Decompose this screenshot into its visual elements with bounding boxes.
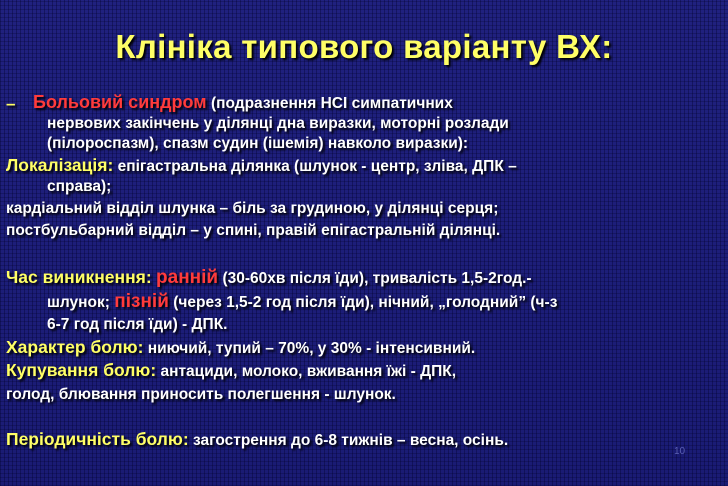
onset-line-2 <box>47 292 557 312</box>
relief-line-2: голод, блювання приносить полегшення - шлунок. <box>6 386 396 403</box>
onset-line-3: 6-7 год після їди) - ДПК. <box>47 316 228 333</box>
onset-early: ранній <box>156 267 219 288</box>
onset-text-2-rest: (через 1,5-2 год після їди), нічний, „голодний” (ч-з <box>173 294 558 311</box>
localization-line-2: справа); <box>47 178 112 195</box>
bullet-dash: – <box>6 94 16 113</box>
onset-late: пізній <box>114 291 169 312</box>
periodicity-text: загострення до 6-8 тижнів – весна, осінь. <box>192 432 509 449</box>
slide-number: 10 <box>674 446 686 457</box>
onset-text-2-start: шлунок; <box>47 294 110 311</box>
onset-line-1 <box>6 268 532 288</box>
pain-syndrome-line-2: нервових закінчень у ділянці дна виразки, моторні розлади <box>47 115 509 132</box>
character-line <box>6 338 475 358</box>
pain-syndrome-heading: Больовий синдром <box>33 92 207 112</box>
slide-title: Клініка типового варіанту ВХ: <box>115 28 613 65</box>
relief-line-1 <box>6 361 456 381</box>
character-heading: Характер болю: <box>6 337 144 357</box>
pain-syndrome-text-1: (подразнення НСІ симпатичних <box>210 95 453 112</box>
localization-line-1 <box>6 156 517 176</box>
onset-heading: Час виникнення: <box>6 267 152 287</box>
relief-heading: Купування болю: <box>6 360 157 380</box>
periodicity-line <box>6 430 508 450</box>
localization-postbulbar: постбульбарний відділ – у спині, правій епігастральній ділянці. <box>6 222 501 239</box>
character-text: ниючий, тупий – 70%, у 30% - інтенсивний. <box>147 340 476 357</box>
pain-syndrome-line-1 <box>33 93 453 113</box>
localization-heading: Локалізація: <box>6 155 114 175</box>
periodicity-heading: Періодичність болю: <box>6 429 189 449</box>
relief-text-1: антациди, молоко, вживання їжі - ДПК, <box>160 363 457 380</box>
localization-cardiac: кардіальний відділ шлунка – біль за грудиною, у ділянці серця; <box>6 200 499 217</box>
localization-text-1: епігастральна ділянка (шлунок - центр, зліва, ДПК – <box>117 158 517 175</box>
onset-text-1: (30-60хв після їди), тривалість 1,5-2год.- <box>222 270 532 287</box>
pain-syndrome-line-3: (пілороспазм), спазм судин (ішемія) навколо виразки): <box>47 135 469 152</box>
